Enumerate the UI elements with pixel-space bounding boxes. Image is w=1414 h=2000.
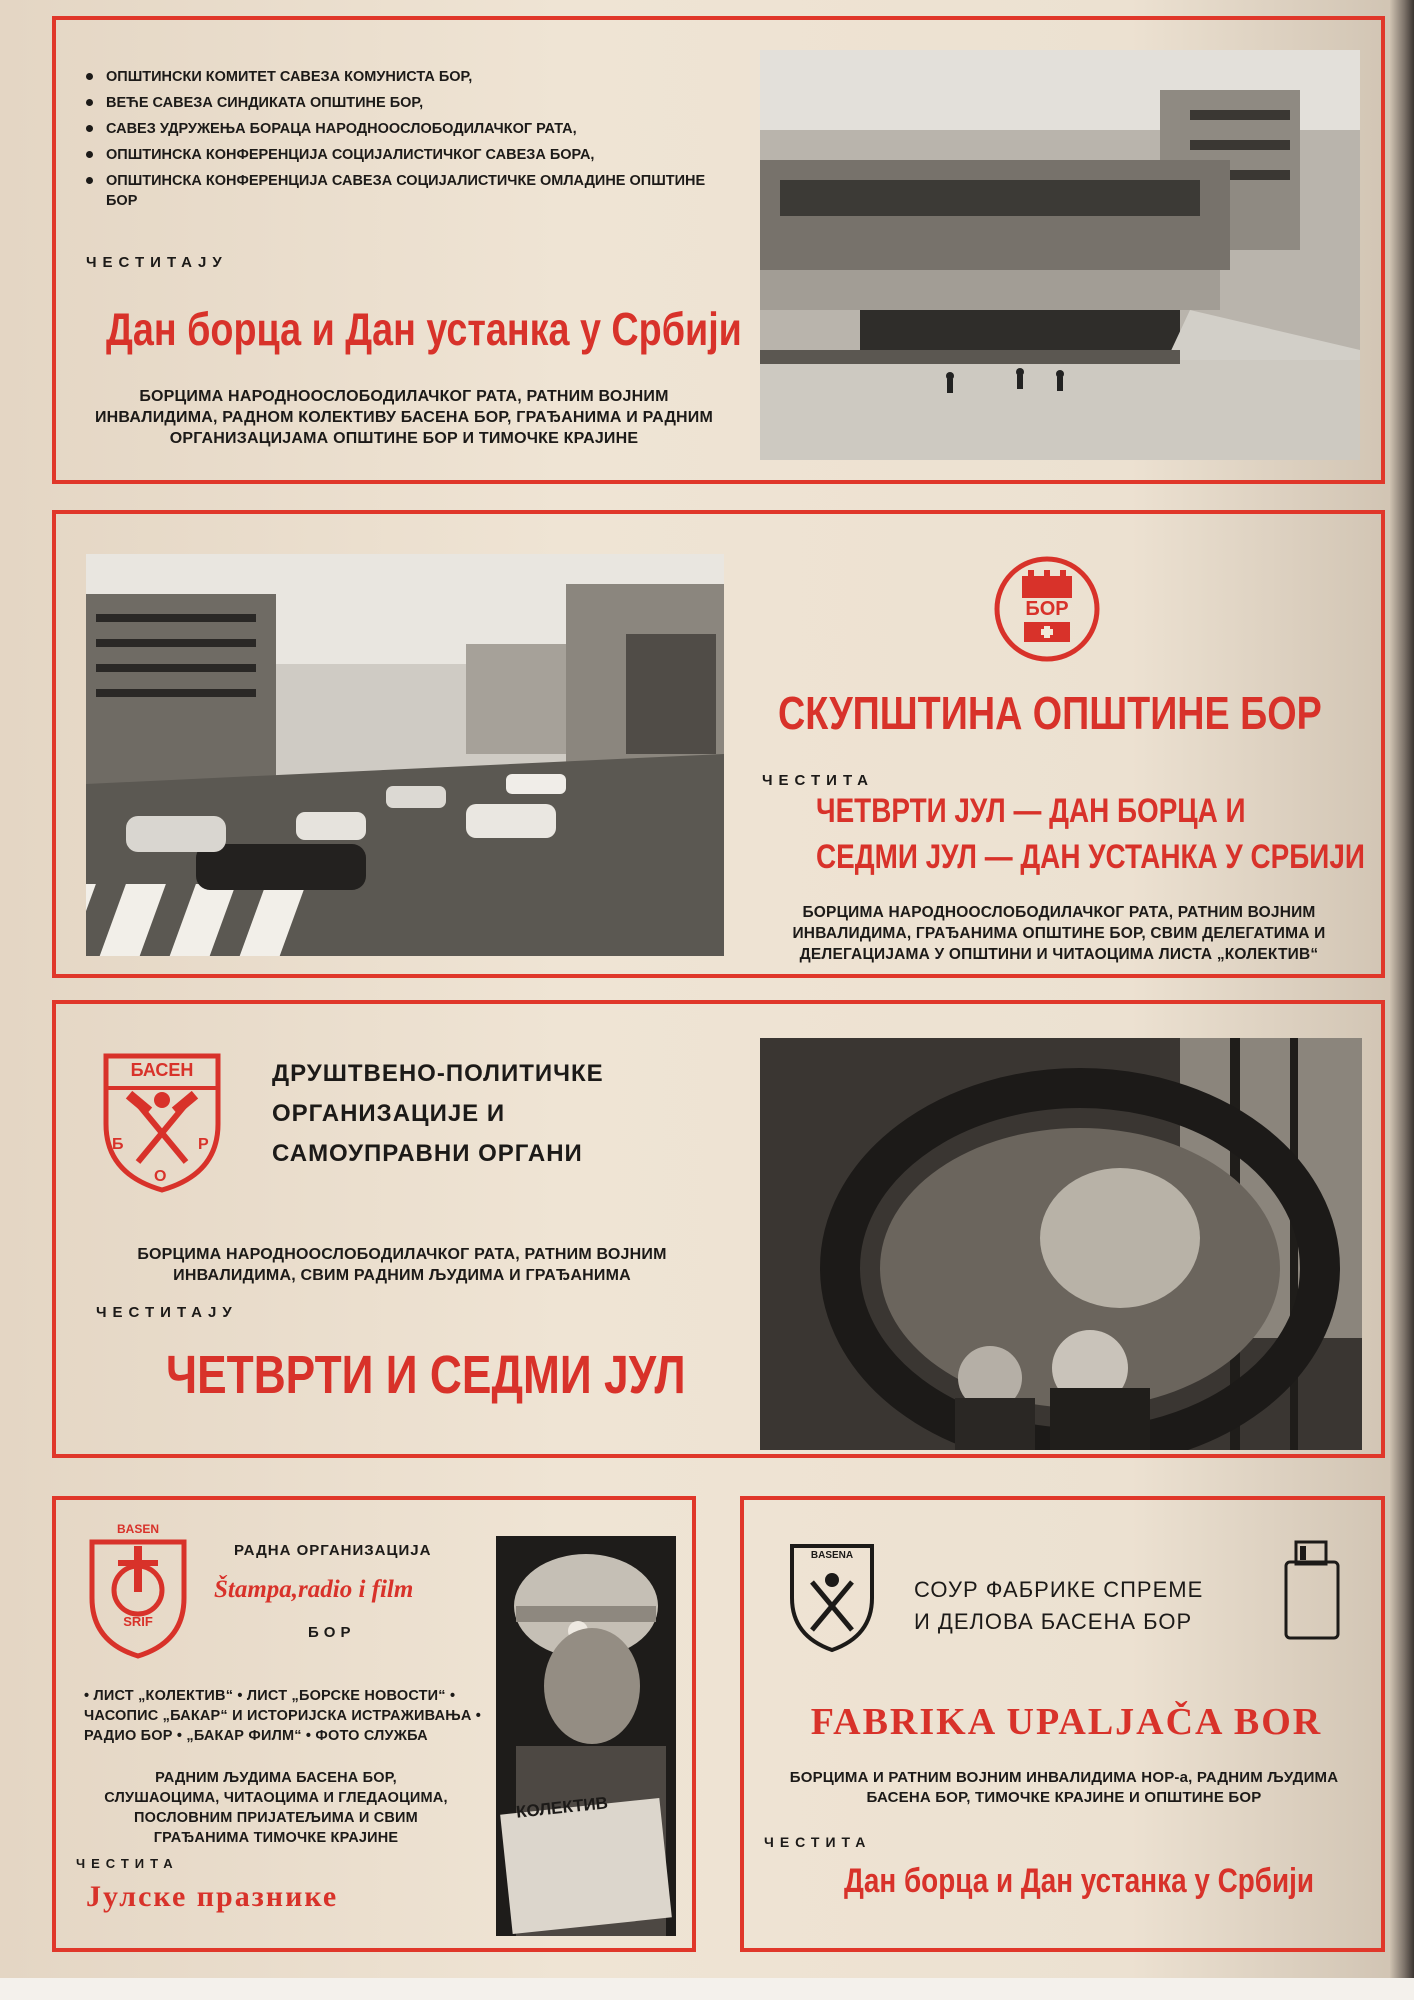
organization-item: ОПШТИНСКИ КОМИТЕТ САВЕЗА КОМУНИСТА БОР, [82, 64, 722, 90]
newspaper-title: КОЛЕКТИВ [515, 1793, 609, 1822]
organization-list [82, 64, 722, 211]
foundry-workers-photo [760, 1038, 1362, 1450]
greeting-verb: ЧЕСТИТА [76, 1856, 179, 1871]
title-line: ДРУШТВЕНО-ПОЛИТИЧКЕ [272, 1060, 604, 1087]
ad-headline: Дан борца и Дан устанка у Србији [106, 303, 742, 355]
soure-title [914, 1574, 1203, 1638]
greeting-ad-organizations [52, 1000, 1385, 1458]
organization-label: РАДНА ОРГАНИЗАЦИЈА [234, 1542, 432, 1559]
recipients-text: БОРЦИМА НАРОДНООСЛОБОДИЛАЧКОГ РАТА, РАТНИМ ВОЈНИМ ИНВАЛИДИМА, ГРАЂАНИМА ОПШТИНЕ БОР, СВИМ ДЕЛЕГАТИМА И ДЕЛЕГАЦИЈАМА У ОПШТИНИ И ЧИТАОЦИМА ЛИСТА „КОЛЕКТИВ“ [792, 904, 1326, 963]
greeting-verb: ЧЕСТИТАЈУ [86, 254, 228, 271]
logo-letter: О [154, 1168, 167, 1185]
city-square-photo [86, 554, 724, 956]
holiday-line-1: ЧЕТВРТИ ЈУЛ — ДАН БОРЦА И [816, 792, 1246, 830]
organization-item: САВЕЗ УДРУЖЕЊА БОРАЦА НАРОДНООСЛОБОДИЛАЧКОГ РАТА, [82, 116, 722, 142]
recipients-text: РАДНИМ ЉУДИМА БАСЕНА БОР, СЛУШАОЦИМА, ЧИТАОЦИМА И ГЛЕДАОЦИМА, ПОСЛОВНИМ ПРИЈАТЕЉИМА И СВИМ ГРАЂАНИМА ТИМОЧКЕ КРАЈИНЕ [104, 1770, 448, 1846]
greeting-ad-press-radio-film [52, 1496, 696, 1952]
greeting-ad-lighter-factory [740, 1496, 1385, 1952]
logo-label: БОР [1025, 598, 1069, 620]
page-bottom-margin [0, 1978, 1414, 2000]
media-list: • ЛИСТ „КОЛЕКТИВ“ • ЛИСТ „БОРСКЕ НОВОСТИ“ • ЧАСОПИС „БАКАР“ И ИСТОРИЈСКА ИСТРАЖИВАЊА • РАДИО БОР • „БАКАР ФИЛМ“ • ФОТО СЛУЖБА [84, 1688, 482, 1744]
greeting-ad-municipal-assembly [52, 510, 1385, 978]
greeting-verb: ЧЕСТИТАЈУ [96, 1304, 238, 1321]
basen-bor-logo [98, 1044, 226, 1194]
greeting-verb: ЧЕСТИТА [764, 1834, 872, 1850]
organization-item: ВЕЋЕ САВЕЗА СИНДИКАТА ОПШТИНЕ БОР, [82, 90, 722, 116]
organization-item: ОПШТИНСКА КОНФЕРЕНЦИЈА САВЕЗА СОЦИЈАЛИСТИЧКЕ ОМЛАДИНЕ ОПШТИНЕ БОР [82, 168, 722, 211]
assembly-title: СКУПШТИНА ОПШТИНЕ БОР [778, 687, 1322, 739]
logo-top-label: BASENA [810, 1550, 854, 1561]
city-label: БОР [308, 1624, 356, 1641]
logo-top-label: BASEN [116, 1522, 159, 1536]
srif-logo [84, 1520, 192, 1660]
title-line: САМОУПРАВНИ ОРГАНИ [272, 1140, 583, 1167]
greeting-verb: ЧЕСТИТА [762, 772, 874, 789]
ad-headline: Дан борца и Дан устанка у Србији [844, 1862, 1314, 1900]
organization-item: ОПШТИНСКА КОНФЕРЕНЦИЈА СОЦИЈАЛИСТИЧКОГ САВЕЗА БОРА, [82, 142, 722, 168]
recipients-text: БОРЦИМА НАРОДНООСЛОБОДИЛАЧКОГ РАТА, РАТНИМ ВОЈНИМ ИНВАЛИДИМА, СВИМ РАДНИМ ЉУДИМА И ГРАЂАНИМА [137, 1246, 667, 1284]
organization-name: Štampa,radio i film [214, 1576, 414, 1603]
page-binding-shadow [1390, 0, 1414, 2000]
title-line: ОРГАНИЗАЦИЈЕ И [272, 1100, 506, 1127]
organizations-title [272, 1054, 604, 1174]
building-photo [760, 50, 1360, 460]
title-line: И ДЕЛОВА БАСЕНА БОР [914, 1609, 1193, 1634]
miner-with-newspaper-photo [496, 1536, 676, 1936]
logo-letter: Р [198, 1136, 209, 1153]
basena-logo [786, 1536, 878, 1654]
bor-municipality-logo [992, 554, 1102, 664]
logo-top-label: БАСЕН [130, 1060, 194, 1080]
recipients-text: БОРЦИМА И РАТНИМ ВОЈНИМ ИНВАЛИДИМА НОР-а, РАДНИМ ЉУДИМА БАСЕНА БОР, ТИМОЧКЕ КРАЈИНЕ И ОПШТИНЕ БОР [789, 1769, 1339, 1806]
holiday-line-2: СЕДМИ ЈУЛ — ДАН УСТАНКА У СРБИЈИ [816, 838, 1365, 876]
ad-headline: ЧЕТВРТИ И СЕДМИ ЈУЛ [166, 1345, 686, 1405]
ad-headline: Јулске празнике [86, 1880, 339, 1913]
lighter-icon [1282, 1536, 1342, 1640]
factory-name: FABRIKA UPALJAČA BOR [810, 1701, 1323, 1743]
logo-mid-label: SRIF [123, 1614, 153, 1629]
logo-letter: Б [112, 1136, 124, 1153]
greeting-ad-committees [52, 16, 1385, 484]
recipients-text: БОРЦИМА НАРОДНООСЛОБОДИЛАЧКОГ РАТА, РАТНИМ ВОЈНИМ ИНВАЛИДИМА, РАДНОМ КОЛЕКТИВУ БАСЕНА БОР, ГРАЂАНИМА И РАДНИМ ОРГАНИЗАЦИЈАМА ОПШТИНЕ БОР И ТИМОЧКЕ КРАЈИНЕ [94, 388, 714, 447]
title-line: СОУР ФАБРИКЕ СПРЕМЕ [914, 1577, 1204, 1602]
